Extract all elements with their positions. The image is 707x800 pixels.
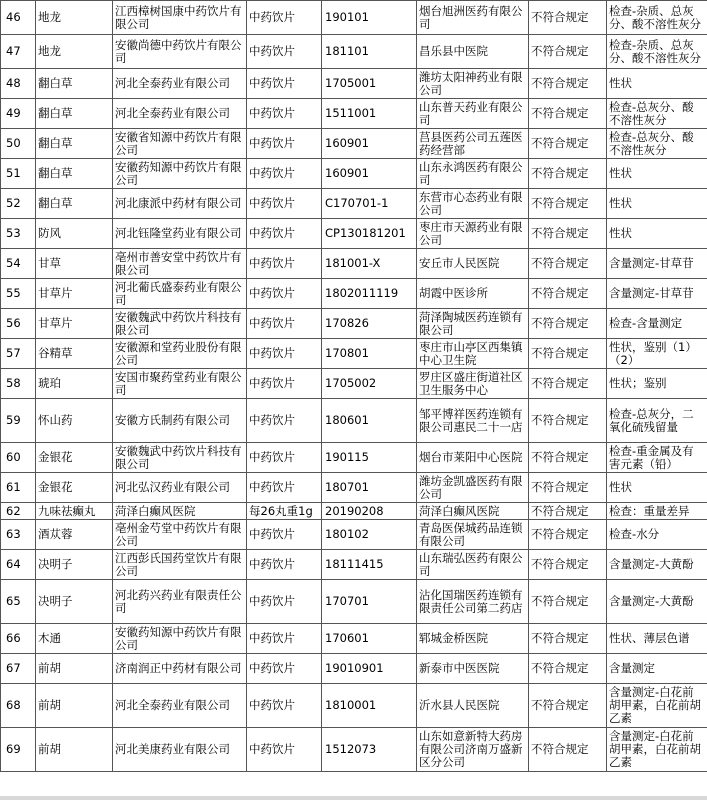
cell-sampled-unit[interactable]: 莒县医药公司五莲医药经营部	[417, 129, 529, 159]
cell-sampled-unit[interactable]: 昌乐县中医院	[417, 35, 529, 69]
cell-sampled-unit[interactable]: 胡霞中医诊所	[417, 279, 529, 309]
cell-product-name[interactable]: 决明子	[36, 550, 113, 580]
cell-result[interactable]: 不符合规定	[529, 728, 607, 772]
cell-manufacturer[interactable]: 河北弘汉药业有限公司	[113, 473, 247, 503]
cell-manufacturer[interactable]: 济南润正中药材有限公司	[113, 654, 247, 684]
cell-product-name[interactable]: 决明子	[36, 580, 113, 624]
cell-row-number[interactable]: 49	[1, 99, 36, 129]
cell-sampled-unit[interactable]: 新泰市中医医院	[417, 654, 529, 684]
cell-result[interactable]: 不符合规定	[529, 249, 607, 279]
cell-row-number[interactable]: 55	[1, 279, 36, 309]
cell-batch-number[interactable]: 180102	[322, 520, 417, 550]
cell-product-name[interactable]: 翻白草	[36, 189, 113, 219]
cell-result[interactable]: 不符合规定	[529, 219, 607, 249]
cell-product-name[interactable]: 九味祛癫丸	[36, 503, 113, 520]
cell-manufacturer[interactable]: 亳州金芍堂中药饮片有限公司	[113, 520, 247, 550]
cell-batch-number[interactable]: 180601	[322, 399, 417, 443]
cell-result[interactable]: 不符合规定	[529, 684, 607, 728]
cell-specification[interactable]: 中药饮片	[247, 309, 322, 339]
cell-specification[interactable]: 中药饮片	[247, 159, 322, 189]
cell-manufacturer[interactable]: 亳州市善安堂中药饮片有限公司	[113, 249, 247, 279]
cell-batch-number[interactable]: 181101	[322, 35, 417, 69]
cell-result[interactable]: 不符合规定	[529, 1, 607, 35]
cell-product-name[interactable]: 木通	[36, 624, 113, 654]
cell-specification[interactable]: 中药饮片	[247, 249, 322, 279]
cell-product-name[interactable]: 翻白草	[36, 99, 113, 129]
cell-manufacturer[interactable]: 河北全泰药业有限公司	[113, 69, 247, 99]
cell-batch-number[interactable]: 19010901	[322, 654, 417, 684]
cell-sampled-unit[interactable]: 烟台旭洲医药有限公司	[417, 1, 529, 35]
cell-row-number[interactable]: 65	[1, 580, 36, 624]
cell-result[interactable]: 不符合规定	[529, 503, 607, 520]
table-row	[1, 219, 707, 249]
cell-product-name[interactable]: 地龙	[36, 1, 113, 35]
cell-row-number[interactable]: 57	[1, 339, 36, 369]
cell-specification[interactable]: 中药饮片	[247, 684, 322, 728]
cell-result[interactable]: 不符合规定	[529, 99, 607, 129]
cell-product-name[interactable]: 金银花	[36, 473, 113, 503]
cell-batch-number[interactable]: 170701	[322, 580, 417, 624]
cell-failed-item[interactable]: 含量测定-甘草苷	[607, 279, 707, 309]
cell-product-name[interactable]: 怀山药	[36, 399, 113, 443]
table-row	[1, 129, 707, 159]
cell-row-number[interactable]: 58	[1, 369, 36, 399]
cell-failed-item[interactable]: 含量测定-大黄酚	[607, 580, 707, 624]
cell-specification[interactable]: 中药饮片	[247, 35, 322, 69]
cell-manufacturer[interactable]: 江西彭氏国药堂饮片有限公司	[113, 550, 247, 580]
cell-sampled-unit[interactable]: 潍坊太阳神药业有限公司	[417, 69, 529, 99]
table-row	[1, 309, 707, 339]
cell-row-number[interactable]: 61	[1, 473, 36, 503]
cell-failed-item[interactable]: 性状、薄层色谱	[607, 624, 707, 654]
cell-row-number[interactable]: 56	[1, 309, 36, 339]
cell-specification[interactable]: 中药饮片	[247, 624, 322, 654]
cell-product-name[interactable]: 前胡	[36, 684, 113, 728]
horizontal-scrollbar[interactable]	[0, 796, 707, 800]
cell-product-name[interactable]: 谷精草	[36, 339, 113, 369]
cell-manufacturer[interactable]: 安徽方氏制药有限公司	[113, 399, 247, 443]
cell-row-number[interactable]: 46	[1, 1, 36, 35]
cell-failed-item[interactable]: 性状	[607, 159, 707, 189]
table-row	[1, 580, 707, 624]
table-row	[1, 339, 707, 369]
cell-batch-number[interactable]: CP130181201	[322, 219, 417, 249]
cell-batch-number[interactable]: 1511001	[322, 99, 417, 129]
table-row	[1, 369, 707, 399]
cell-batch-number[interactable]: 190101	[322, 1, 417, 35]
cell-specification[interactable]: 中药饮片	[247, 550, 322, 580]
cell-failed-item[interactable]: 含量测定	[607, 654, 707, 684]
cell-batch-number[interactable]: 170601	[322, 624, 417, 654]
cell-batch-number[interactable]: 190115	[322, 443, 417, 473]
table-row	[1, 728, 707, 772]
cell-sampled-unit[interactable]: 沾化国瑞医药连锁有限责任公司第二药店	[417, 580, 529, 624]
cell-result[interactable]: 不符合规定	[529, 654, 607, 684]
cell-specification[interactable]: 中药饮片	[247, 580, 322, 624]
cell-result[interactable]: 不符合规定	[529, 129, 607, 159]
cell-result[interactable]: 不符合规定	[529, 279, 607, 309]
cell-manufacturer[interactable]: 安徽魏武中药饮片科技有限公司	[113, 443, 247, 473]
cell-row-number[interactable]: 47	[1, 35, 36, 69]
cell-failed-item[interactable]: 检查-总灰分、酸不溶性灰分	[607, 99, 707, 129]
table-row	[1, 520, 707, 550]
cell-product-name[interactable]: 甘草片	[36, 309, 113, 339]
cell-specification[interactable]: 中药饮片	[247, 369, 322, 399]
cell-batch-number[interactable]: 18111415	[322, 550, 417, 580]
cell-manufacturer[interactable]: 安徽魏武中药饮片科技有限公司	[113, 309, 247, 339]
cell-sampled-unit[interactable]: 菏泽陶城医药连锁有限公司	[417, 309, 529, 339]
cell-result[interactable]: 不符合规定	[529, 443, 607, 473]
cell-failed-item[interactable]: 检查-总灰分、酸不溶性灰分	[607, 129, 707, 159]
cell-product-name[interactable]: 酒苁蓉	[36, 520, 113, 550]
cell-row-number[interactable]: 50	[1, 129, 36, 159]
cell-failed-item[interactable]: 性状；鉴别	[607, 369, 707, 399]
cell-product-name[interactable]: 前胡	[36, 654, 113, 684]
cell-row-number[interactable]: 52	[1, 189, 36, 219]
cell-sampled-unit[interactable]: 山东永鸿医药有限公司	[417, 159, 529, 189]
cell-result[interactable]: 不符合规定	[529, 35, 607, 69]
table-row	[1, 249, 707, 279]
cell-failed-item[interactable]: 检查-总灰分，二氧化硫残留量	[607, 399, 707, 443]
cell-result[interactable]: 不符合规定	[529, 580, 607, 624]
cell-specification[interactable]: 中药饮片	[247, 1, 322, 35]
table-row	[1, 654, 707, 684]
cell-specification[interactable]: 中药饮片	[247, 69, 322, 99]
cell-batch-number[interactable]: 1705001	[322, 69, 417, 99]
cell-specification[interactable]: 中药饮片	[247, 399, 322, 443]
cell-result[interactable]: 不符合规定	[529, 69, 607, 99]
table-row	[1, 279, 707, 309]
cell-product-name[interactable]: 甘草	[36, 249, 113, 279]
cell-row-number[interactable]: 62	[1, 503, 36, 520]
cell-failed-item[interactable]: 性状	[607, 189, 707, 219]
cell-batch-number[interactable]: 1705002	[322, 369, 417, 399]
cell-specification[interactable]: 中药饮片	[247, 279, 322, 309]
cell-sampled-unit[interactable]: 山东如意新特大药房有限公司济南万盛新区分公司	[417, 728, 529, 772]
cell-specification[interactable]: 中药饮片	[247, 654, 322, 684]
cell-result[interactable]: 不符合规定	[529, 159, 607, 189]
cell-manufacturer[interactable]: 安国市聚药堂药业有限公司	[113, 369, 247, 399]
cell-failed-item[interactable]: 性状	[607, 69, 707, 99]
cell-row-number[interactable]: 64	[1, 550, 36, 580]
cell-product-name[interactable]: 地龙	[36, 35, 113, 69]
cell-failed-item[interactable]: 含量测定-白花前胡甲素，白花前胡乙素	[607, 728, 707, 772]
cell-batch-number[interactable]: 170826	[322, 309, 417, 339]
cell-manufacturer[interactable]: 安徽药知源中药饮片有限公司	[113, 624, 247, 654]
cell-result[interactable]: 不符合规定	[529, 339, 607, 369]
cell-failed-item[interactable]: 检查-重金属及有害元素（铅）	[607, 443, 707, 473]
cell-specification[interactable]: 中药饮片	[247, 189, 322, 219]
cell-row-number[interactable]: 63	[1, 520, 36, 550]
table-row	[1, 99, 707, 129]
table-row	[1, 473, 707, 503]
table-row	[1, 503, 707, 520]
cell-row-number[interactable]: 69	[1, 728, 36, 772]
cell-batch-number[interactable]: 1512073	[322, 728, 417, 772]
cell-batch-number[interactable]: 1810001	[322, 684, 417, 728]
table-row	[1, 1, 707, 35]
cell-product-name[interactable]: 甘草片	[36, 279, 113, 309]
cell-row-number[interactable]: 60	[1, 443, 36, 473]
cell-row-number[interactable]: 67	[1, 654, 36, 684]
cell-specification[interactable]: 中药饮片	[247, 99, 322, 129]
cell-specification[interactable]: 中药饮片	[247, 129, 322, 159]
table-row	[1, 443, 707, 473]
cell-row-number[interactable]: 48	[1, 69, 36, 99]
cell-product-name[interactable]: 前胡	[36, 728, 113, 772]
cell-failed-item[interactable]: 性状，鉴别（1）（2）	[607, 339, 707, 369]
cell-sampled-unit[interactable]: 烟台市莱阳中心医院	[417, 443, 529, 473]
cell-row-number[interactable]: 53	[1, 219, 36, 249]
cell-failed-item[interactable]: 检查-含量测定	[607, 309, 707, 339]
cell-product-name[interactable]: 防风	[36, 219, 113, 249]
cell-failed-item[interactable]: 含量测定-大黄酚	[607, 550, 707, 580]
cell-row-number[interactable]: 54	[1, 249, 36, 279]
cell-manufacturer[interactable]: 河北葡氏盛泰药业有限公司	[113, 279, 247, 309]
cell-row-number[interactable]: 66	[1, 624, 36, 654]
cell-batch-number[interactable]: 160901	[322, 129, 417, 159]
cell-sampled-unit[interactable]: 山东瑞弘医药有限公司	[417, 550, 529, 580]
cell-product-name[interactable]: 翻白草	[36, 159, 113, 189]
cell-result[interactable]: 不符合规定	[529, 473, 607, 503]
cell-sampled-unit[interactable]: 枣庄市山亭区西集镇中心卫生院	[417, 339, 529, 369]
cell-failed-item[interactable]: 检查-水分	[607, 520, 707, 550]
cell-batch-number[interactable]: 181001-X	[322, 249, 417, 279]
cell-manufacturer[interactable]: 江西樟树国康中药饮片有限公司	[113, 1, 247, 35]
cell-row-number[interactable]: 68	[1, 684, 36, 728]
cell-manufacturer[interactable]: 河北药兴药业有限责任公司	[113, 580, 247, 624]
cell-specification[interactable]: 中药饮片	[247, 339, 322, 369]
cell-failed-item[interactable]: 检查-杂质、总灰分、酸不溶性灰分	[607, 1, 707, 35]
table-row	[1, 159, 707, 189]
cell-failed-item[interactable]: 检查：重量差异	[607, 503, 707, 520]
cell-manufacturer[interactable]: 安徽药知源中药饮片有限公司	[113, 159, 247, 189]
cell-manufacturer[interactable]: 河北全泰药业有限公司	[113, 684, 247, 728]
cell-batch-number[interactable]: 20190208	[322, 503, 417, 520]
table-row	[1, 624, 707, 654]
cell-failed-item[interactable]: 性状	[607, 219, 707, 249]
table-row	[1, 399, 707, 443]
cell-specification[interactable]: 中药饮片	[247, 728, 322, 772]
cell-result[interactable]: 不符合规定	[529, 550, 607, 580]
cell-batch-number[interactable]: 160901	[322, 159, 417, 189]
table-row	[1, 189, 707, 219]
cell-result[interactable]: 不符合规定	[529, 399, 607, 443]
cell-sampled-unit[interactable]: 青岛医保城药品连锁有限公司	[417, 520, 529, 550]
cell-specification[interactable]: 中药饮片	[247, 520, 322, 550]
cell-sampled-unit[interactable]: 邹平博祥医药连锁有限公司惠民二十一店	[417, 399, 529, 443]
cell-batch-number[interactable]: 180701	[322, 473, 417, 503]
cell-result[interactable]: 不符合规定	[529, 520, 607, 550]
cell-product-name[interactable]: 金银花	[36, 443, 113, 473]
cell-manufacturer[interactable]: 河北钰隆堂药业有限公司	[113, 219, 247, 249]
table-row	[1, 69, 707, 99]
cell-specification[interactable]: 中药饮片	[247, 473, 322, 503]
cell-manufacturer[interactable]: 安徽省知源中药饮片有限公司	[113, 129, 247, 159]
cell-result[interactable]: 不符合规定	[529, 369, 607, 399]
cell-batch-number[interactable]: 170801	[322, 339, 417, 369]
cell-manufacturer[interactable]: 河北康派中药材有限公司	[113, 189, 247, 219]
cell-sampled-unit[interactable]: 枣庄市天源药业有限公司	[417, 219, 529, 249]
cell-failed-item[interactable]: 性状	[607, 473, 707, 503]
cell-sampled-unit[interactable]: 菏泽白癫风医院	[417, 503, 529, 520]
cell-manufacturer[interactable]: 安徽尚德中药饮片有限公司	[113, 35, 247, 69]
cell-specification[interactable]: 中药饮片	[247, 219, 322, 249]
cell-sampled-unit[interactable]: 东营市心态药业有限公司	[417, 189, 529, 219]
cell-product-name[interactable]: 琥珀	[36, 369, 113, 399]
cell-sampled-unit[interactable]: 沂水县人民医院	[417, 684, 529, 728]
cell-manufacturer[interactable]: 河北美康药业有限公司	[113, 728, 247, 772]
cell-result[interactable]: 不符合规定	[529, 309, 607, 339]
cell-failed-item[interactable]: 检查-杂质、总灰分、酸不溶性灰分	[607, 35, 707, 69]
cell-product-name[interactable]: 翻白草	[36, 69, 113, 99]
cell-sampled-unit[interactable]: 郓城金桥医院	[417, 624, 529, 654]
cell-sampled-unit[interactable]: 安丘市人民医院	[417, 249, 529, 279]
cell-batch-number[interactable]: 1802011119	[322, 279, 417, 309]
cell-row-number[interactable]: 51	[1, 159, 36, 189]
cell-sampled-unit[interactable]: 山东普天药业有限公司	[417, 99, 529, 129]
cell-specification[interactable]: 中药饮片	[247, 443, 322, 473]
cell-result[interactable]: 不符合规定	[529, 189, 607, 219]
cell-batch-number[interactable]: C170701-1	[322, 189, 417, 219]
cell-sampled-unit[interactable]: 罗庄区盛庄街道社区卫生服务中心	[417, 369, 529, 399]
cell-specification[interactable]: 每26丸重1g	[247, 503, 322, 520]
cell-failed-item[interactable]: 含量测定-甘草苷	[607, 249, 707, 279]
cell-manufacturer[interactable]: 河北全泰药业有限公司	[113, 99, 247, 129]
cell-sampled-unit[interactable]: 潍坊金凯盛医药有限公司	[417, 473, 529, 503]
cell-result[interactable]: 不符合规定	[529, 624, 607, 654]
cell-product-name[interactable]: 翻白草	[36, 129, 113, 159]
table-row	[1, 684, 707, 728]
cell-manufacturer[interactable]: 菏泽白癫风医院	[113, 503, 247, 520]
table-row	[1, 550, 707, 580]
cell-row-number[interactable]: 59	[1, 399, 36, 443]
cell-failed-item[interactable]: 含量测定-白花前胡甲素，白花前胡乙素	[607, 684, 707, 728]
cell-manufacturer[interactable]: 安徽源和堂药业股份有限公司	[113, 339, 247, 369]
table-row	[1, 35, 707, 69]
